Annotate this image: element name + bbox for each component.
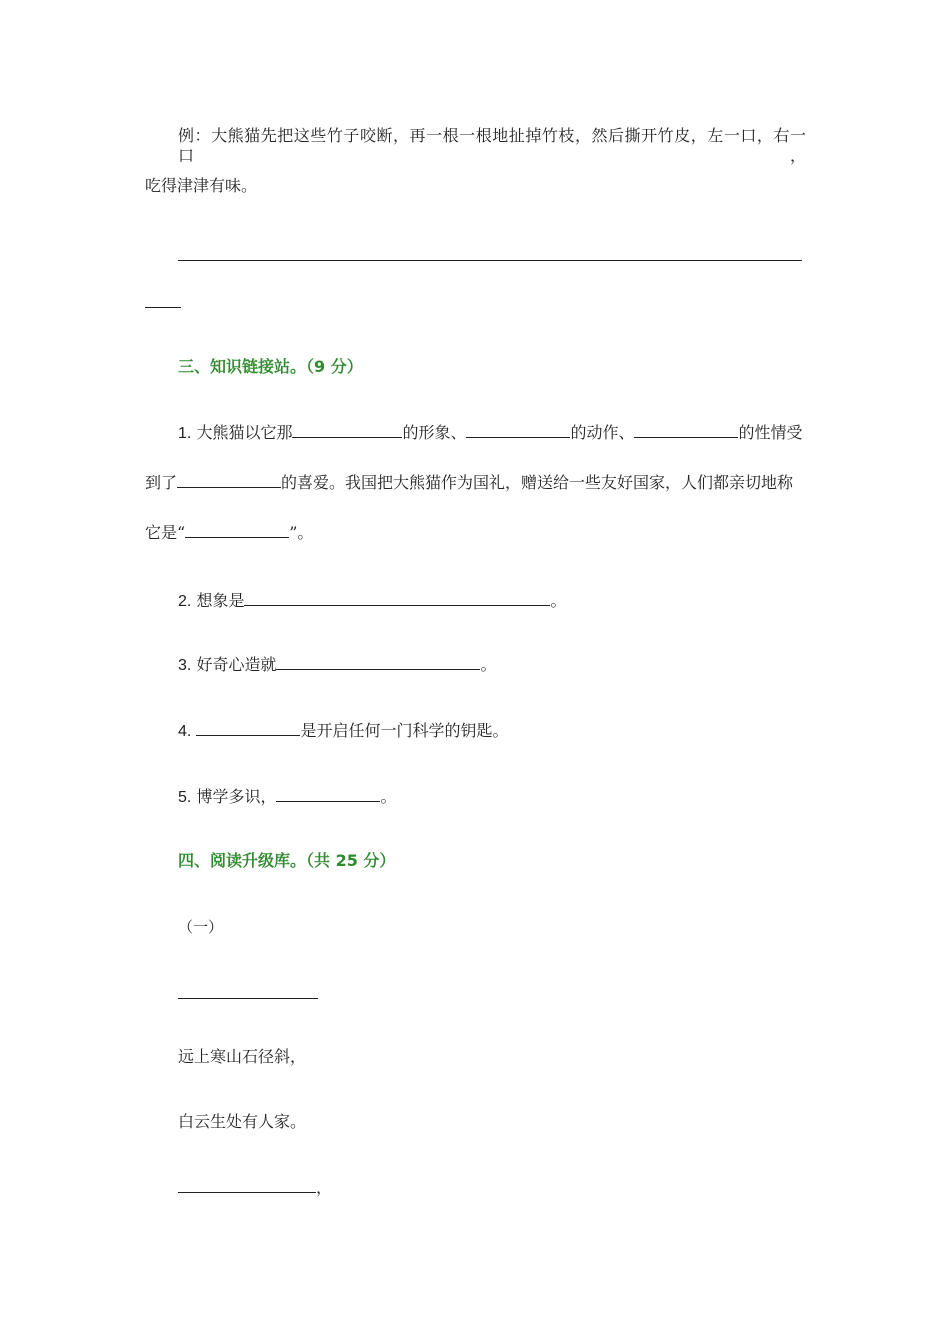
question-3: [178, 654, 496, 676]
question-3-end: 。: [480, 655, 497, 674]
question-1-text-c: 的动作、: [570, 423, 635, 442]
question-1-blank-3[interactable]: [634, 422, 738, 438]
question-5-text: 博学多识，: [196, 787, 277, 806]
question-1-blank-4[interactable]: [177, 472, 281, 488]
question-1-line1: [178, 422, 803, 444]
question-3-number: 3.: [178, 657, 192, 674]
question-3-text: 好奇心造就: [196, 655, 277, 674]
question-5-end: 。: [380, 787, 397, 806]
question-1-text-e: 到了: [145, 473, 178, 492]
question-1-text-b: 的形象、: [402, 423, 467, 442]
question-1-line2: [145, 472, 793, 493]
poem-title-blank[interactable]: [178, 983, 318, 999]
question-2-blank[interactable]: [244, 590, 550, 606]
answer-line-long[interactable]: [178, 260, 802, 261]
question-2-text: 想象是: [196, 591, 245, 610]
question-1-line3: [145, 522, 313, 543]
question-5-blank[interactable]: [276, 786, 380, 802]
question-4-text: 是开启任何一门科学的钥匙。: [300, 721, 509, 740]
section-four-title: 四、阅读升级库。（共 25 分）: [178, 851, 396, 870]
question-1-blank-1[interactable]: [292, 422, 402, 438]
question-1-blank-2[interactable]: [466, 422, 570, 438]
question-2-end: 。: [550, 591, 567, 610]
section-three-title: 三、知识链接站。（9 分）: [178, 357, 363, 376]
poem-line-3-blank[interactable]: [178, 1177, 316, 1193]
question-1-text-g: 它是“: [145, 523, 186, 542]
question-3-blank[interactable]: [276, 654, 480, 670]
question-1-blank-5[interactable]: [185, 522, 289, 538]
question-5: [178, 786, 396, 808]
answer-line-short[interactable]: [145, 307, 181, 308]
poem-line-1: 远上寒山石径斜，: [178, 1047, 307, 1066]
subsection-one-label: （一）: [178, 918, 224, 936]
question-4: [178, 720, 508, 742]
question-1-text-d: 的性情受: [738, 423, 803, 442]
question-4-number: 4.: [178, 723, 192, 740]
example-sentence-line2: 吃得津津有味。: [145, 176, 258, 195]
question-1-text-h: ”。: [289, 523, 314, 542]
poem-line-3: [178, 1177, 332, 1198]
question-1-text-f: 的喜爱。我国把大熊猫作为国礼，赠送给一些友好国家，人们都亲切地称: [281, 473, 794, 492]
question-5-number: 5.: [178, 789, 192, 806]
poem-title-blank-row: [178, 983, 318, 1004]
question-2-number: 2.: [178, 593, 192, 610]
poem-line-3-end: ，: [316, 1178, 333, 1197]
question-1-number: 1.: [178, 425, 192, 442]
example-sentence-line1: 例：大熊猫先把这些竹子咬断，再一根一根地扯掉竹枝，然后撕开竹皮，左一口，右一口，: [178, 126, 806, 165]
question-1-text-a: 大熊猫以它那: [196, 423, 293, 442]
question-4-blank[interactable]: [196, 720, 300, 736]
poem-line-2: 白云生处有人家。: [178, 1112, 307, 1131]
question-2: [178, 590, 566, 612]
